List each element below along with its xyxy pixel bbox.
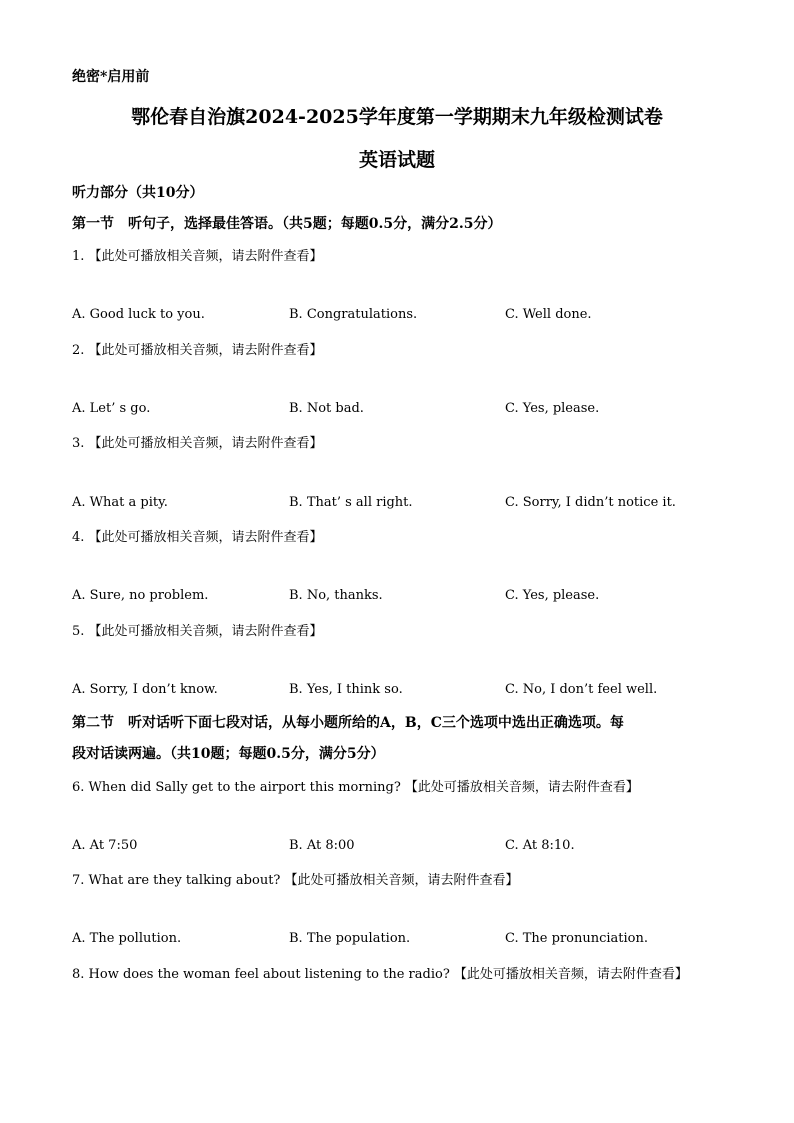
question-stem: 3. 【此处可播放相关音频，请去附件查看】 bbox=[72, 436, 323, 451]
option-b: B. The population. bbox=[289, 931, 411, 946]
listening-part-title: 听力部分（共10分） bbox=[72, 185, 204, 201]
option-a: A. Let’ s go. bbox=[72, 401, 151, 416]
question-stem: 2. 【此处可播放相关音频，请去附件查看】 bbox=[72, 343, 323, 358]
option-a: A. What a pity. bbox=[72, 495, 168, 510]
question-stem: 5. 【此处可播放相关音频，请去附件查看】 bbox=[72, 624, 323, 639]
option-a: A. Sure, no problem. bbox=[72, 588, 209, 603]
option-b: B. That’ s all right. bbox=[289, 495, 413, 510]
option-c: C. Yes, please. bbox=[505, 588, 600, 603]
option-b: B. Not bad. bbox=[289, 401, 364, 416]
option-a: A. Sorry, I don’t know. bbox=[72, 682, 218, 697]
option-c: C. The pronunciation. bbox=[505, 931, 648, 946]
option-b: B. Congratulations. bbox=[289, 307, 418, 322]
option-c: C. Well done. bbox=[505, 307, 592, 322]
section-1-instructions: 第一节 听句子，选择最佳答语。（共5题；每题0.5分，满分2.5分） bbox=[72, 216, 502, 232]
section-2-instructions-cont: 段对话读两遍。（共10题；每题0.5分，满分5分） bbox=[72, 746, 385, 762]
option-b: B. Yes, I think so. bbox=[289, 682, 403, 697]
option-c: C. Yes, please. bbox=[505, 401, 600, 416]
question-stem: 1. 【此处可播放相关音频，请去附件查看】 bbox=[72, 249, 323, 264]
option-b: B. At 8:00 bbox=[289, 838, 355, 853]
option-a: A. Good luck to you. bbox=[72, 307, 205, 322]
question-stem: 6. When did Sally get to the airport this morning? 【此处可播放相关音频，请去附件查看】 bbox=[72, 780, 639, 795]
option-a: A. The pollution. bbox=[72, 931, 182, 946]
question-stem: 8. How does the woman feel about listening to the radio? 【此处可播放相关音频，请去附件查看】 bbox=[72, 967, 688, 982]
exam-title: 鄂伦春自治旗2024-2025学年度第一学期期末九年级检测试卷 bbox=[131, 106, 663, 128]
option-c: C. At 8:10. bbox=[505, 838, 575, 853]
option-c: C. No, I don’t feel well. bbox=[505, 682, 658, 697]
exam-subtitle: 英语试题 bbox=[358, 149, 435, 171]
section-2-instructions: 第二节 听对话听下面七段对话，从每小题所给的A，B，C三个选项中选出正确选项。每 bbox=[72, 715, 624, 731]
option-a: A. At 7:50 bbox=[72, 838, 138, 853]
option-b: B. No, thanks. bbox=[289, 588, 383, 603]
question-stem: 7. What are they talking about? 【此处可播放相关音频，请去附件查看】 bbox=[72, 873, 519, 888]
question-stem: 4. 【此处可播放相关音频，请去附件查看】 bbox=[72, 530, 323, 545]
option-c: C. Sorry, I didn’t notice it. bbox=[505, 495, 676, 510]
confidential-label: 绝密*启用前 bbox=[72, 69, 150, 85]
